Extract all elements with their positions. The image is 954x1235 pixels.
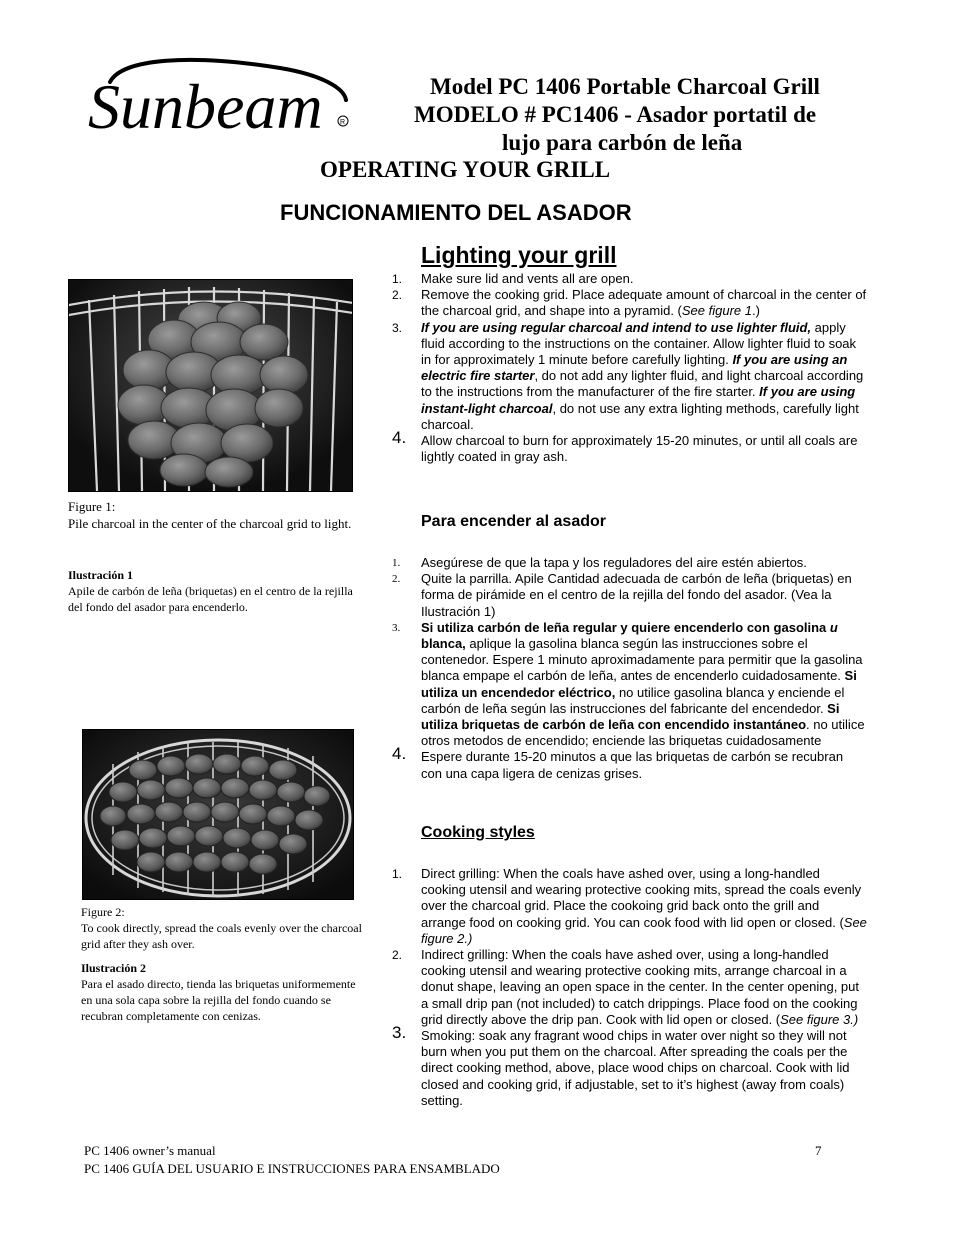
step-text: u	[829, 619, 838, 635]
figure-2-caption-es	[81, 960, 366, 1024]
step-number: 1.	[392, 867, 403, 881]
footer-manual: PC 1406 owner’s manual	[84, 1143, 216, 1158]
step-text: See figure 1	[681, 303, 752, 319]
figure-2-caption	[81, 904, 366, 952]
step-item	[392, 555, 867, 571]
step-item	[392, 866, 867, 947]
step-item	[392, 571, 867, 620]
figure-2-text: To cook directly, spread the coals evenly over the charcoal grid after they ash over.	[81, 921, 362, 951]
figure-1-photo	[68, 279, 353, 492]
cooking-steps	[392, 866, 867, 1109]
step-item	[392, 1023, 867, 1109]
step-item	[392, 744, 867, 781]
step-text: aplique la gasolina blanca según las instrucciones sobre el contenedor. Espere 1 minuto aproximadamente para permitir que la gasolina blanca empape el carbón de leña, antes de encenderlo cuidadosamente.	[421, 636, 863, 684]
step-text: , do not use any extra lighting methods, carefully light charcoal.	[421, 400, 859, 432]
step-text: Smoking: soak any fragrant wood chips in water over night so they will not burn when you put them on the charcoal. After spreading the coals per the direct cooking method, above, place wood chips on charcoal. Cook with lid closed and cooking grid, if adjustable, set to it’s highest (away from coals) setting.	[421, 1028, 850, 1108]
figure-1-label: Figure 1:	[68, 499, 116, 514]
cooking-heading: Cooking styles	[421, 824, 535, 841]
step-text: Indirect grilling: When the coals have ashed over, using a long-handled cooking utensil and wearing protective cooking mits, arrange charcoal in a donut shape, leaving an open space in the center. In the center opening, put a small drip pan (not included) to catch drippings. Place food on the cooking grid directly above the drip pan. Cook with lid open or closed. (	[421, 947, 859, 1027]
step-text: Allow charcoal to burn for approximately 15-20 minutes, or until all coals are lightly coated in gray ash.	[421, 433, 858, 465]
step-text: Asegúrese de que la tapa y los reguladores del aire estén abiertos.	[421, 555, 807, 570]
brand-wordmark: Sunbeam	[88, 71, 323, 140]
step-number: 2.	[392, 288, 403, 303]
step-number: 3.	[392, 621, 401, 634]
figure-1-caption-es	[68, 567, 358, 615]
step-number: 3.	[392, 1023, 407, 1043]
figure-1-caption	[68, 498, 358, 532]
step-number: 2.	[392, 573, 401, 586]
sunbeam-logo	[82, 52, 352, 140]
step-number: 4.	[392, 744, 407, 764]
step-item	[392, 287, 867, 319]
step-number: 4.	[392, 428, 407, 448]
step-text: Espere durante 15-20 minutos a que las briquetas de carbón se recubran con una capa ligera de cenizas grises.	[421, 749, 844, 781]
figure-1-text-es: Apile de carbón de leña (briquetas) en el centro de la rejilla del fondo del asador para encenderlo.	[68, 584, 353, 614]
step-text: Si utiliza briquetas de carbón de leña con encendido instantáneo	[421, 700, 840, 733]
lighting-heading: Lighting your grill	[421, 242, 617, 268]
step-text: , do not add any lighter fluid, and light charcoal according to the instructions from the manufacturer of the fire starter.	[421, 368, 864, 400]
step-number: 3.	[392, 320, 403, 335]
step-item	[392, 947, 867, 1028]
section-heading-en: OPERATING YOUR GRILL	[320, 157, 611, 182]
step-item	[392, 271, 867, 287]
lighting-steps	[392, 271, 867, 465]
title-line-1: Model PC 1406 Portable Charcoal Grill	[430, 74, 820, 99]
title-line-3: lujo para carbón de leña	[502, 130, 743, 155]
section-heading-es: FUNCIONAMIENTO DEL ASADOR	[280, 200, 632, 225]
step-text: no utilice gasolina blanca y enciende el carbón de leña según las instrucciones del fabricante del encendedor.	[421, 684, 845, 716]
step-number: 1.	[392, 272, 403, 286]
step-text: . no utilice otros metodos de encendido; enciende las briquetas cuidadosamente	[421, 717, 865, 749]
step-number: 2.	[392, 948, 403, 963]
step-item	[392, 620, 867, 750]
step-text: blanca,	[421, 636, 466, 652]
page-number: 7	[815, 1143, 822, 1158]
figure-1-text: Pile charcoal in the center of the charcoal grid to light.	[68, 516, 352, 531]
step-text: apply fluid according to the instructions on the container. Allow lighter fluid to soak in for approximately 1 minute before carefully lighting.	[421, 319, 857, 368]
step-text: Direct grilling: When the coals have ashed over, using a long-handled cooking utensil and wearing protective cooking mits, spread the coals evenly over the charcoal grid. Place the cookoing grid back onto the grill and arrange food on cooking grid. You can cook food with lid open or closed. (	[421, 866, 862, 930]
svg-text:R: R	[340, 119, 346, 126]
figure-2-label: Figure 2:	[81, 905, 125, 919]
figure-2-text-es: Para el asado directo, tienda las briquetas uniformemente en una sola capa sobre la rejilla del fondo cuando se recubran completamente con cenizas.	[81, 977, 356, 1023]
step-text: Make sure lid and vents all are open.	[421, 271, 634, 286]
step-number: 1.	[392, 557, 401, 569]
footer-manual-es: PC 1406 GUÍA DEL USUARIO E INSTRUCCIONES PARA ENSAMBLADO	[84, 1161, 500, 1173]
title-line-2: MODELO # PC1406 - Asador portatil de	[414, 102, 817, 127]
step-text: If you are using instant-light charcoal	[421, 384, 856, 416]
step-text: See figure 3.)	[780, 1011, 859, 1027]
encender-steps	[392, 555, 867, 782]
figure-2-photo	[82, 729, 354, 900]
figure-2-label-es: Ilustración 2	[81, 961, 147, 975]
step-text: Si utiliza carbón de leña regular y quiere encenderlo con gasolina	[421, 619, 830, 635]
step-text: Si utiliza un encendedor eléctrico,	[421, 668, 857, 700]
encender-heading: Para encender al asador	[421, 513, 606, 530]
step-text: .)	[751, 303, 760, 319]
figure-1-label-es: Ilustración 1	[68, 568, 134, 582]
step-text: See figure 2.)	[421, 914, 867, 946]
step-text: Quite la parrilla. Apile Cantidad adecuada de carbón de leña (briquetas) en forma de pirámide en el centro de la rejilla del fondo del asador. (Vea la Ilustración 1)	[421, 571, 852, 619]
step-item	[392, 428, 867, 465]
step-item	[392, 320, 867, 433]
step-text: If you are using regular charcoal and intend to use lighter fluid,	[421, 319, 812, 335]
step-text: Remove the cooking grid. Place adequate amount of charcoal in the center of the charcoal grid, and shape into a pyramid. (	[421, 287, 867, 319]
step-text: If you are using an electric fire starter	[421, 352, 848, 384]
